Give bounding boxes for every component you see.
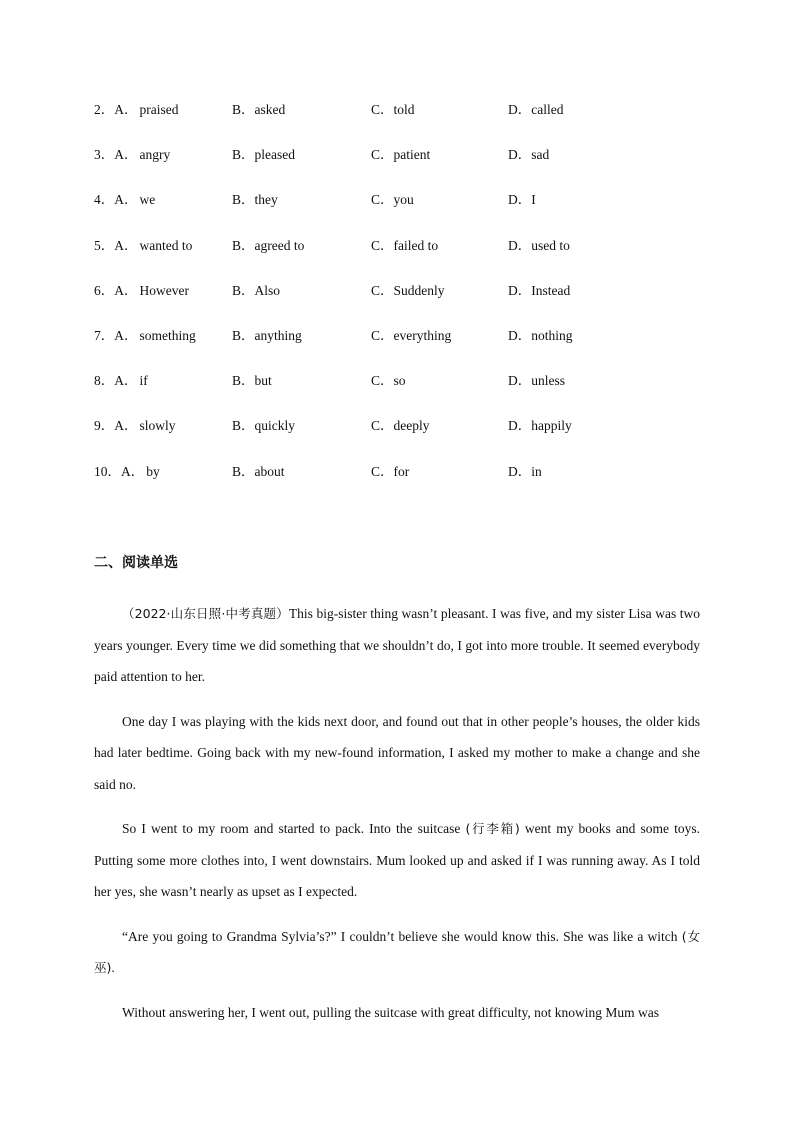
vocab-note: (行李箱) [465,821,520,836]
paragraph-2: One day I was playing with the kids next door, and found out that in other people’s houses, the older kids had later bedtime. Going back with my new-found information, I asked my mother to make a change and she said no. [94,713,700,792]
option-d: D．happily [508,418,572,434]
option-c: C．Suddenly [371,282,445,298]
option-row-4 [94,190,714,235]
paragraph-5: Without answering her, I went out, pulling the suitcase with great difficulty, not knowing Mum was [122,1004,659,1020]
option-a: 8．A． if [94,373,148,389]
option-b: B．pleased [232,147,295,163]
option-a: 3．A． angry [94,147,171,163]
option-row-9 [94,416,714,461]
option-row-10 [94,462,714,507]
option-b: B．Also [232,282,281,298]
option-b: B．but [232,373,272,389]
option-row-6 [94,281,714,326]
section-title: 二、阅读单选 [94,555,178,571]
option-a: 10．A． by [94,463,160,479]
paragraph-3: So I went to my room and started to pack. Into the suitcase (行李箱) went my books and some toys. Putting some more clothes into, I went downstairs. Mum looked up and asked if I was running away. As I told her yes, she wasn’t nearly as upset as I expected. [94,821,701,899]
answer-options [94,100,714,507]
option-c: C．failed to [371,237,439,253]
option-row-7 [94,326,714,371]
option-d: D．used to [508,237,570,253]
option-c: C．everything [371,327,452,343]
option-d: D．sad [508,147,550,163]
option-c: C．so [371,373,406,389]
option-a: 5．A． wanted to [94,237,193,253]
option-b: B．asked [232,102,286,117]
option-row-5 [94,236,714,281]
option-b: B．they [232,192,278,208]
option-a: 9．A． slowly [94,418,176,434]
option-a: 6．A． However [94,282,189,298]
reading-passage [94,598,700,1041]
option-c: C．told [371,102,415,117]
option-a: 4．A． we [94,192,156,208]
paragraph-1 [94,598,700,693]
paragraph-text: This big-sister thing wasn’t pleasant. I was five, and my sister Lisa was two years younger. Every time we did something that we shouldn’t do, I got into more trouble. It seemed everybody paid attention to her. [94,606,700,684]
option-c: C．for [371,463,410,479]
option-b: B．agreed to [232,237,305,253]
option-c: C．deeply [371,418,430,434]
option-c: C．patient [371,147,431,163]
option-a: 7．A． something [94,327,196,343]
question-source: （2022·山东日照·中考真题） [122,606,289,621]
option-d: D．I [508,192,536,208]
option-row-3 [94,145,714,190]
option-b: B．about [232,463,285,479]
option-d: D．Instead [508,282,571,298]
option-b: B．quickly [232,418,295,434]
option-d: D．unless [508,373,565,389]
option-a: 2．A． praised [94,102,179,117]
option-d: D．called [508,102,564,117]
option-c: C．you [371,192,414,208]
option-d: D．nothing [508,327,573,343]
paragraph-4: “Are you going to Grandma Sylvia’s?” I couldn’t believe she would know this. She was like a witch (女巫). [94,928,701,975]
option-row-8 [94,371,714,416]
vocab-note: (女巫) [94,928,701,975]
option-row-2 [94,100,714,145]
option-b: B．anything [232,327,302,343]
option-d: D．in [508,463,542,479]
